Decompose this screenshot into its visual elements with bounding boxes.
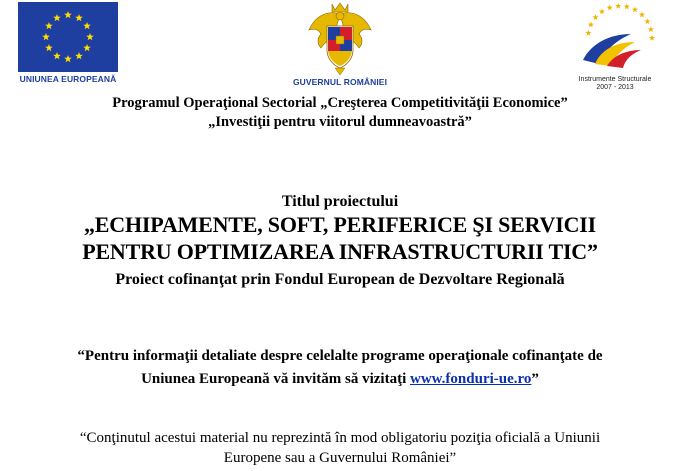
logo-bar xyxy=(0,0,680,96)
structural-instruments-period: 2007 - 2013 xyxy=(596,84,634,91)
structural-instruments-caption: Instrumente Structurale xyxy=(578,76,652,83)
info-line-2 xyxy=(0,368,680,391)
info-line-2-text: Uniunea Europeană vă invităm să vizitaţi xyxy=(141,371,410,387)
disclaimer-line-2: Europene sau a Guvernului României” xyxy=(223,450,457,466)
project-title-line-2: PENTRU OPTIMIZAREA INFRASTRUCTURII TIC” xyxy=(82,239,598,264)
structural-instruments-icon xyxy=(565,0,665,76)
info-paragraph xyxy=(0,345,680,391)
project-funding-note: Proiect cofinanţat prin Fondul European de Dezvoltare Regională xyxy=(115,271,565,288)
program-name: Programul Operaţional Sectorial „Creşterea Competitivităţii Economice” xyxy=(112,95,568,111)
coat-of-arms-icon xyxy=(305,0,375,76)
gov-caption: GUVERNUL ROMÂNIEI xyxy=(292,77,388,87)
structural-instruments-star-icon xyxy=(632,7,638,13)
structural-instruments-star-icon xyxy=(648,26,654,32)
disclaimer xyxy=(0,428,680,468)
structural-instruments-star-icon xyxy=(607,5,613,11)
structural-instruments-star-icon xyxy=(649,35,655,41)
project-title xyxy=(0,211,680,265)
project-title-label: Titlul proiectului xyxy=(281,193,399,210)
info-line-2-end: ” xyxy=(531,371,539,387)
structural-instruments-star-icon xyxy=(592,14,598,20)
structural-instruments-star-icon xyxy=(639,12,645,18)
gov-logo xyxy=(268,0,412,87)
structural-instruments-star-icon xyxy=(585,30,591,36)
program-slogan: „Investiţii pentru viitorul dumneavoastră” xyxy=(208,114,472,130)
structural-instruments-star-icon xyxy=(599,8,605,14)
structural-instruments-logo xyxy=(560,0,670,92)
structural-instruments-star-icon xyxy=(644,18,650,24)
eu-logo xyxy=(14,2,122,84)
disclaimer-line-1: “Conţinutul acestui material nu reprezintă în mod obligatoriu poziţia oficială a Uniunii xyxy=(79,430,601,446)
eu-flag-icon xyxy=(18,2,118,72)
structural-instruments-star-icon xyxy=(624,4,630,10)
project-title-line-1: „ECHIPAMENTE, SOFT, PERIFERICE ŞI SERVICII xyxy=(84,212,596,237)
eu-caption: UNIUNEA EUROPEANĂ xyxy=(19,74,117,84)
fonduri-ue-link[interactable]: www.fonduri-ue.ro xyxy=(410,371,532,387)
structural-instruments-star-icon xyxy=(615,3,621,9)
info-line-1: “Pentru informaţii detaliate despre celelalte programe operaţionale cofinanţate de xyxy=(77,348,603,364)
program-heading xyxy=(0,94,680,132)
structural-instruments-star-icon xyxy=(588,22,594,28)
